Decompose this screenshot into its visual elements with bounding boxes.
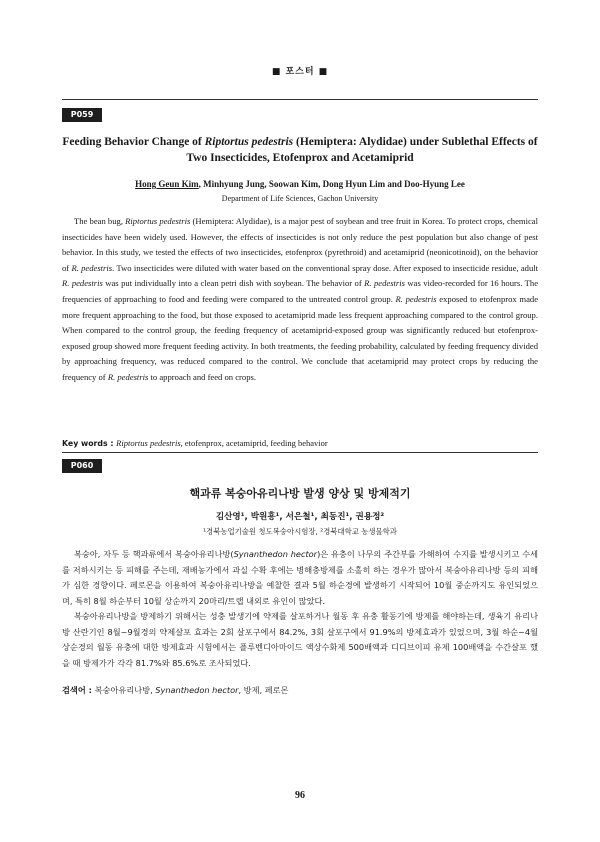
affiliation-p059: Department of Life Sciences, Gachon University — [221, 194, 379, 203]
species-name: R. pedestris — [71, 262, 113, 273]
keywords-label: 검색어 : — [62, 685, 95, 695]
title-species: Riptortus pedestris — [204, 136, 294, 148]
authors-p059 — [62, 179, 538, 189]
title-part: Two Insecticides, Etofenprox and Acetamiprid — [186, 152, 414, 164]
keyword-species: Synanthedon hector — [155, 685, 239, 695]
keywords-p060 — [62, 685, 538, 696]
text-run: . Two insecticides were diluted with water based on the conventional spray dose. After exposed to insecticide residue, adult — [112, 262, 539, 273]
keywords-part: 복숭아유리나방, — [94, 685, 156, 695]
co-authors: , Minhyung Jung, Soowan Kim, Dong Hyun Lim and Doo-Hyung Lee — [198, 179, 465, 189]
species-name: R. pedestris — [395, 293, 437, 304]
species-name: R. pedestris — [364, 278, 405, 289]
text-run: was video-recorded for 16 hours. The frequencies of approaching to food and feeding were compared to the untreated control group. — [62, 278, 539, 304]
section-rule — [62, 452, 538, 453]
text-run: )은 유충이 나무의 주간부를 가해하여 수지를 발생시키고 수세를 저하시키는 등 피해를 주는데, 재배농가에서 과실 수확 후에는 병해충방제를 소홀히 하는 경우가 많아서 복숭아유리나방 등의 피해가 심한 경향이다. 페로몬을 이용하여 복숭아유리나방을 예찰한 결과 5월 하순경에 발생하기 시작되어 10월 중순까지도 유인되었으며, 특히 8월 하순부터 10월 상순까지 20마리/트랩 내외로 유인이 많았다. — [62, 549, 538, 606]
keywords-rest: , etofenprox, acetamiprid, feeding behavior — [180, 438, 328, 448]
text-run: was put individually into a clean petri dish with soybean. The behavior of — [102, 278, 365, 289]
text-run: (Hemiptera: Alydidae), is a major pest of soybean and tree fruit in Korea. To protect crops, chemical insecticides have been widely used. However, the effects of insecticides is not only reduce the pest population but also change of pest behavior. In this study, we tested the effects of two insecticides, etofenprox (pyrethroid) and acetamiprid (neonicotinoid), on the behavior of — [62, 216, 538, 273]
abstract-badge-p060: P060 — [62, 459, 102, 473]
title-part: Feeding Behavior Change of — [62, 136, 205, 148]
authors-p060: 김산영¹, 박원흥¹, 서은철¹, 최동진¹, 권용정² — [215, 512, 385, 522]
page-number: 96 — [295, 790, 305, 801]
title-part: (Hemiptera: Alydidae) under Sublethal Effects of — [293, 136, 538, 148]
paragraph: 복숭아유리나방을 방제하기 위해서는 성충 발생기에 약제를 살포하거나 월동 후 유충 활동기에 방제를 해야하는데, 생육기 유리나방 산란기인 8월~9월경의 약제살포 효과는 2회 살포구에서 84.2%, 3회 살포구에서 91.9%의 방제효과가 있었으며, 3월 하순~4월 상순경의 월동 유충에 대한 방제효과 시험에서는 플루벤디아마이드 액상수화제 500배액과 디디브이피 유제 100배액을 수간살포 했을 때 방제가가 각각 81.7%와 85.6%로 조사되었다. — [62, 611, 538, 668]
abstract-body-p060 — [62, 547, 538, 671]
paragraph — [62, 547, 538, 609]
text-run: to approach and feed on crops. — [148, 371, 257, 382]
running-header: ■ 포스터 ■ — [271, 67, 329, 77]
species-name: R. pedestris — [62, 278, 103, 289]
abstract-badge-p059: P059 — [62, 108, 102, 122]
keyword-species: Riptortus pedestris — [116, 438, 181, 448]
text-run: 복숭아, 자두 등 핵과류에서 복숭아유리나방( — [74, 549, 234, 559]
keywords-part: , 방제, 페로몬 — [238, 685, 289, 695]
presenting-author: Hong Geun Kim — [135, 179, 199, 189]
abstract-title-p060: 핵과류 복숭아유리나방 발생 양상 및 방제적기 — [189, 487, 411, 500]
abstract-body-p059 — [62, 214, 538, 386]
species-name: Riptortus pedestris — [125, 216, 191, 226]
species-name: Synanthedon hector — [233, 549, 318, 559]
paragraph — [62, 214, 538, 386]
species-name: R. pedestris — [107, 371, 149, 382]
text-run: exposed to etofenprox made more frequent approaching to the food, but those exposed to acetamiprid made less frequent approaching compared to the control group. When compared to the control group, the feeding frequency of acetamiprid-exposed group was significantly reduced but etofenprox-exposed group showed more frequent feeding activity. In both treatments, the feeding probability, calculated by feeding frequency divided by approaching frequency, was reduced compared to the control. We conclude that acetamiprid may protect crops by reducing the frequency of — [62, 293, 539, 382]
affiliation-p060: ¹경북농업기술원 청도복숭아시험장, ²경북대학교 농생물학과 — [203, 527, 397, 536]
keywords-p059 — [62, 438, 538, 448]
text-run: The bean bug, — [74, 216, 126, 226]
abstract-title-p059 — [62, 134, 538, 166]
keywords-label: Key words : — [62, 439, 117, 448]
section-rule — [62, 99, 538, 100]
